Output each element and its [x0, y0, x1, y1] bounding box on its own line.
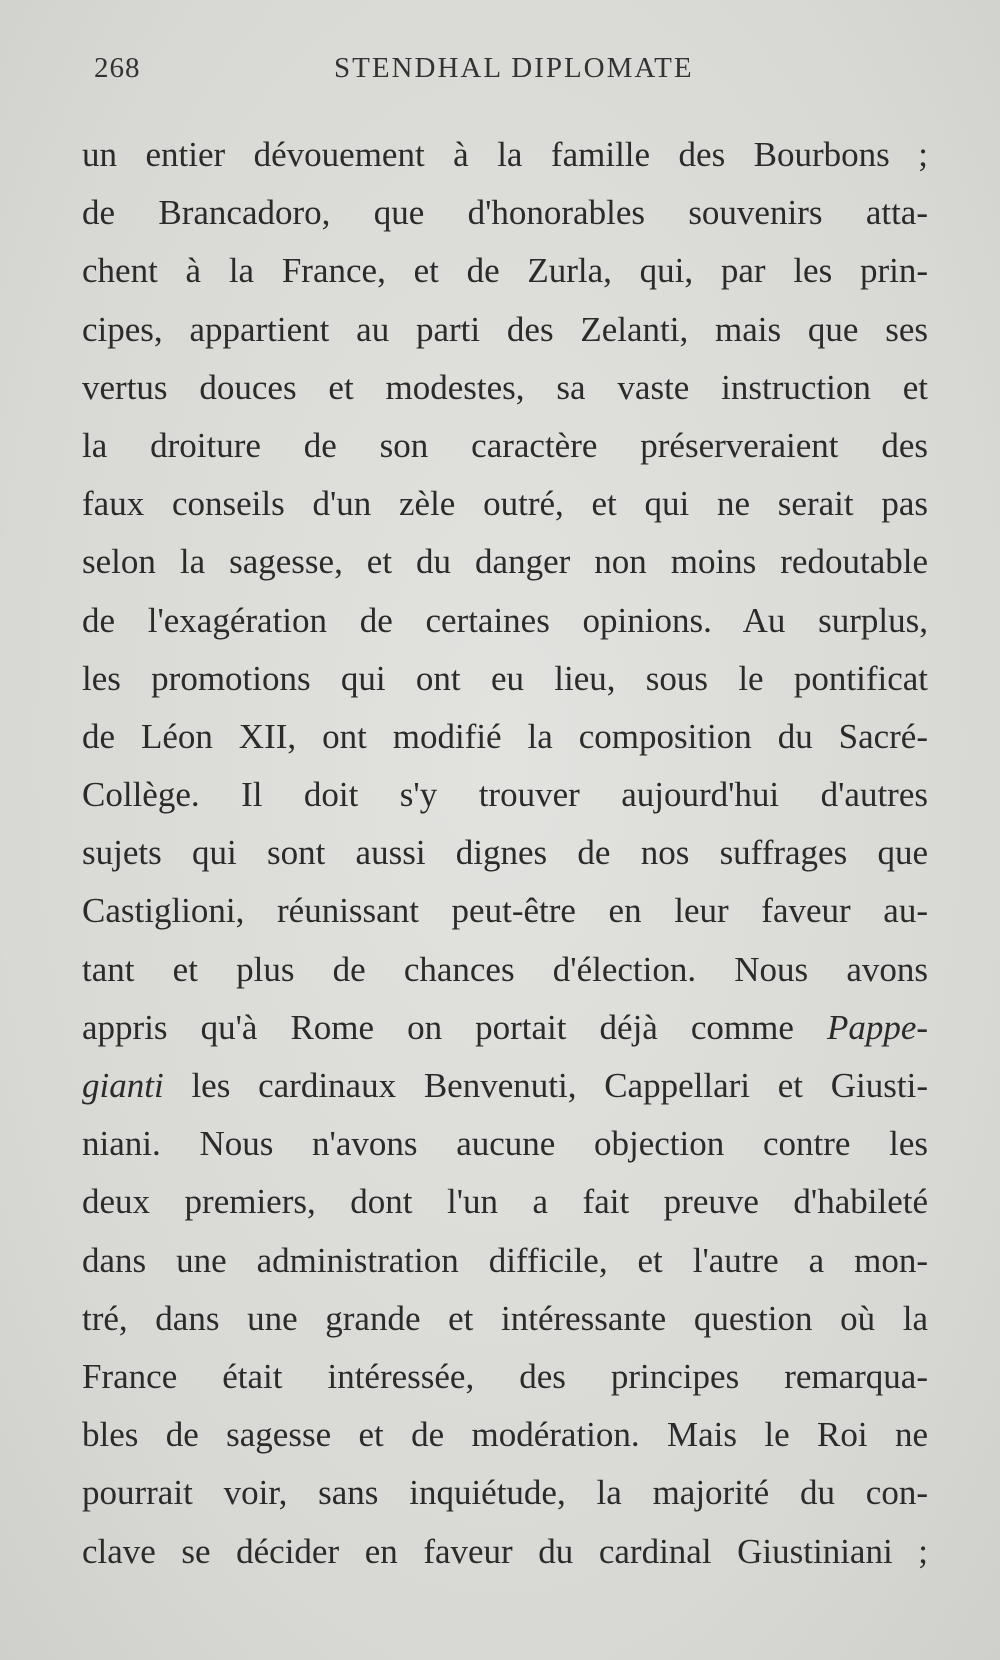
- text-line: de Léon XII, ont modifié la composition du Sacré-: [82, 716, 928, 756]
- text-line: deux premiers, dont l'un a fait preuve d'habileté: [82, 1182, 928, 1222]
- text-line: pourrait voir, sans inquiétude, la majorité du con-: [82, 1473, 928, 1513]
- text-segment: les cardinaux Benvenuti, Cappellari et Giusti-: [191, 1066, 929, 1105]
- text-line: la droiture de son caractère préserveraient des: [82, 425, 928, 465]
- text-line: Collège. Il doit s'y trouver aujourd'hui d'autres: [82, 775, 928, 815]
- text-line: bles de sagesse et de modération. Mais le Roi ne: [82, 1415, 928, 1455]
- text-line: de Brancadoro, que d'honorables souvenirs atta-: [82, 193, 928, 233]
- text-line: clave se décider en faveur du cardinal Giustiniani ;: [82, 1531, 928, 1571]
- body-text: [82, 126, 928, 1581]
- text-line: cipes, appartient au parti des Zelanti, mais que ses: [82, 309, 928, 349]
- italic-term: gianti: [82, 1066, 164, 1105]
- text-line: France était intéressée, des principes remarqua-: [82, 1356, 928, 1396]
- text-line: faux conseils d'un zèle outré, et qui ne serait pas: [82, 484, 928, 524]
- text-line: sujets qui sont aussi dignes de nos suffrages que: [82, 833, 928, 873]
- text-line: tré, dans une grande et intéressante question où la: [82, 1298, 928, 1338]
- text-line: selon la sagesse, et du danger non moins redoutable: [82, 542, 928, 582]
- text-line-with-italic: [82, 1057, 928, 1115]
- text-line: les promotions qui ont eu lieu, sous le pontificat: [82, 658, 928, 698]
- running-title: STENDHAL DIPLOMATE: [334, 52, 694, 84]
- text-line: Castiglioni, réunissant peut-être en leur faveur au-: [82, 891, 928, 931]
- page-number: 268: [94, 52, 141, 84]
- text-line: niani. Nous n'avons aucune objection contre les: [82, 1124, 928, 1164]
- text-line: chent à la France, et de Zurla, qui, par les prin-: [82, 251, 928, 291]
- text-line: vertus douces et modestes, sa vaste instruction et: [82, 367, 928, 407]
- text-line: dans une administration difficile, et l'autre a mon-: [82, 1240, 928, 1280]
- text-line: tant et plus de chances d'élection. Nous avons: [82, 949, 928, 989]
- text-line-with-italic: [82, 999, 928, 1057]
- running-head: [94, 52, 920, 92]
- text-line: un entier dévouement à la famille des Bourbons ;: [82, 135, 928, 174]
- text-segment: appris qu'à Rome on portait déjà comme: [82, 1007, 794, 1047]
- italic-term: Pappe-: [826, 1007, 929, 1047]
- text-line: de l'exagération de certaines opinions. Au surplus,: [82, 600, 928, 640]
